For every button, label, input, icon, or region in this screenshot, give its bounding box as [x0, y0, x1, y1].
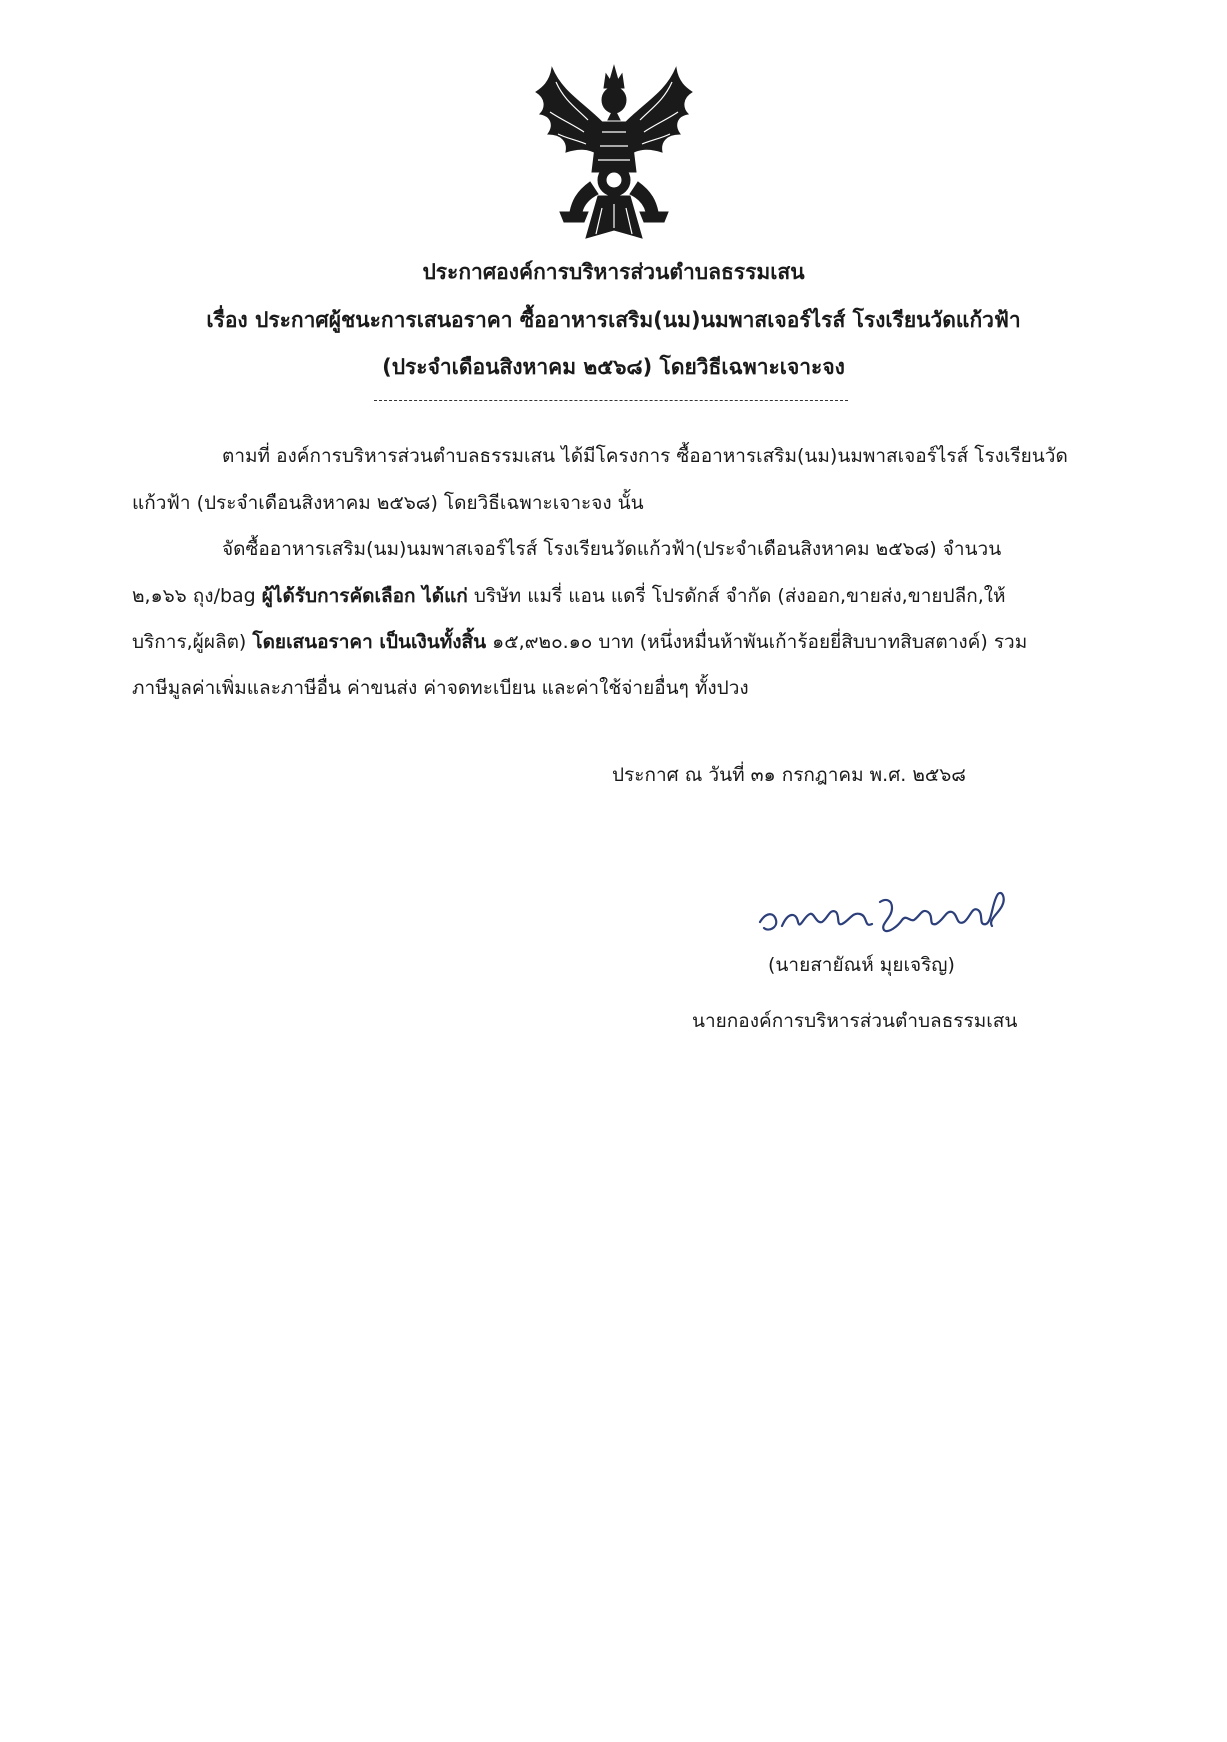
paragraph-2-line-1: จัดซื้ออาหารเสริม(นม)นมพาสเจอร์ไรส์ โรงเรียนวัดแก้วฟ้า(ประจำเดือนสิงหาคม ๒๕๖๘) จำนวน	[222, 538, 1002, 560]
signer-name: (นายสายัณห์ มุยเจริญ)	[768, 954, 955, 976]
signer-title: นายกองค์การบริหารส่วนตำบลธรรมเสน	[692, 1010, 1018, 1032]
selected-vendor-label: ผู้ได้รับการคัดเลือก ได้แก่	[261, 585, 468, 607]
announcement-date: ประกาศ ณ วันที่ ๓๑ กรกฎาคม พ.ศ. ๒๕๖๘	[612, 764, 966, 786]
announcement-subject-continued: (ประจำเดือนสิงหาคม ๒๕๖๘) โดยวิธีเฉพาะเจาะจง	[382, 355, 845, 379]
garuda-emblem-icon	[532, 62, 696, 244]
header-divider	[374, 400, 848, 401]
price-amount-text: ๑๕,๙๒๐.๑๐ บาท (หนึ่งหมื่นห้าพันเก้าร้อยยี่สิบบาทสิบสตางค์) รวม	[486, 631, 1028, 653]
announcement-subject: เรื่อง ประกาศผู้ชนะการเสนอราคา ซื้ออาหารเสริม(นม)นมพาสเจอร์ไรส์ โรงเรียนวัดแก้วฟ้า	[206, 308, 1021, 332]
vendor-name-text: บริษัท แมรี่ แอน แดรี่ โปรดักส์ จำกัด (ส่งออก,ขายส่ง,ขายปลีก,ให้	[467, 585, 1006, 607]
offered-price-label: โดยเสนอราคา เป็นเงินทั้งสิ้น	[252, 631, 487, 653]
paragraph-2-line-3	[132, 627, 1027, 657]
vendor-type-text: บริการ,ผู้ผลิต)	[132, 631, 253, 653]
paragraph-2-line-2	[132, 581, 1006, 611]
paragraph-2-line-4: ภาษีมูลค่าเพิ่มและภาษีอื่น ค่าขนส่ง ค่าจดทะเบียน และค่าใช้จ่ายอื่นๆ ทั้งปวง	[132, 677, 749, 699]
paragraph-1-line-2: แก้วฟ้า (ประจำเดือนสิงหาคม ๒๕๖๘) โดยวิธีเฉพาะเจาะจง นั้น	[132, 492, 644, 514]
announcement-title: ประกาศองค์การบริหารส่วนตำบลธรรมเสน	[422, 260, 805, 284]
handwritten-signature	[752, 872, 1022, 952]
paragraph-1-line-1: ตามที่ องค์การบริหารส่วนตำบลธรรมเสน ได้มีโครงการ ซื้ออาหารเสริม(นม)นมพาสเจอร์ไรส์ โรงเรียนวัด	[222, 445, 1068, 467]
quantity-text: ๒,๑๖๖ ถุง/bag	[132, 585, 262, 607]
